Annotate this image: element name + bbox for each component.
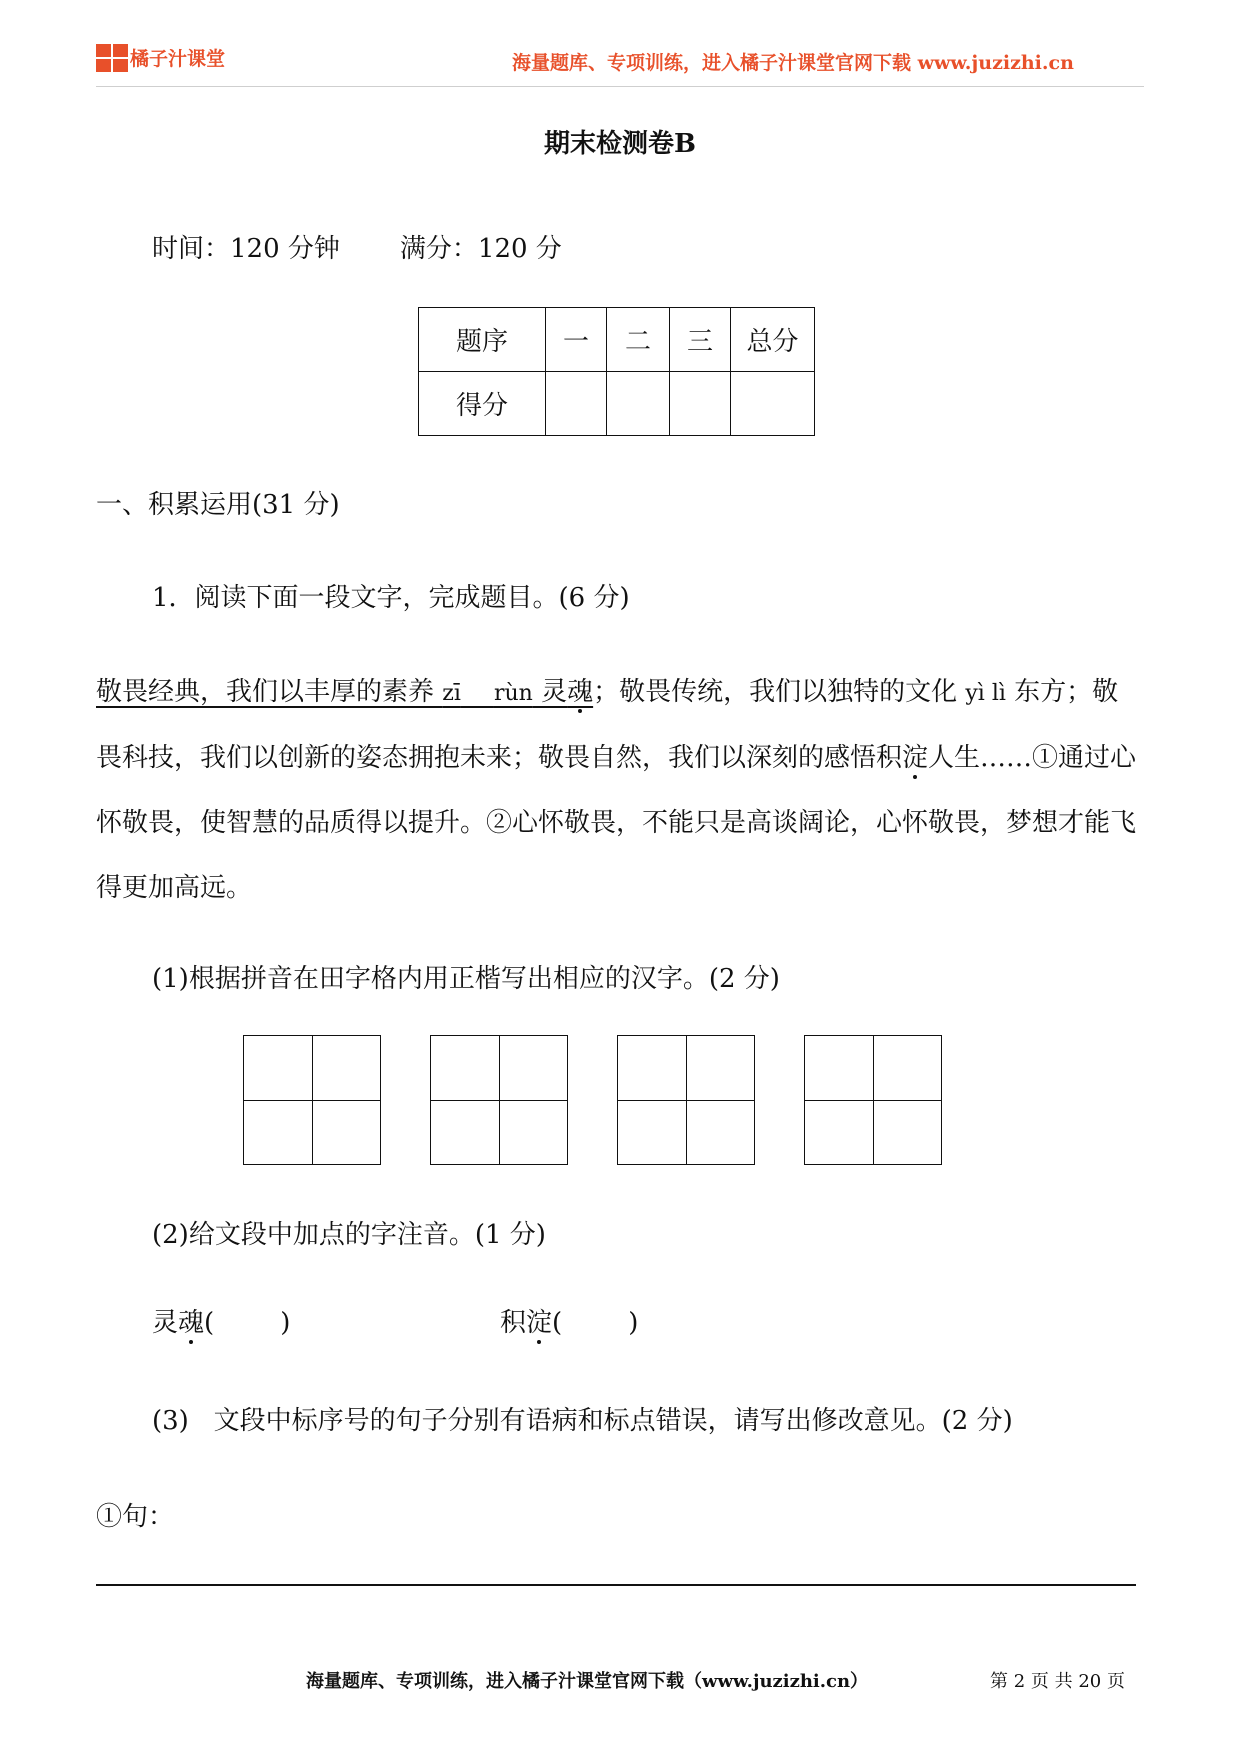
time-label: 时间：120 分钟 — [152, 234, 340, 264]
brand-name: 橘子汁课堂 — [130, 48, 226, 70]
score-table — [418, 307, 815, 436]
header-divider — [96, 86, 1144, 87]
sentence-1-label: ①句： — [96, 1502, 175, 1532]
pinyin-run: rùn — [493, 681, 533, 706]
answer-blank-linghun[interactable]: 灵魂( ) — [152, 1308, 291, 1338]
answer-blank-jidian[interactable]: 积淀( ) — [500, 1308, 639, 1338]
section-heading: 一、积累运用(31 分) — [96, 490, 340, 520]
table-row — [419, 308, 815, 372]
score-cell[interactable] — [607, 372, 670, 436]
score-cell[interactable] — [546, 372, 607, 436]
answer-line[interactable] — [96, 1584, 1136, 1586]
table-header-cell: 题序 — [419, 308, 546, 372]
table-row — [419, 372, 815, 436]
passage-underlined: 敬畏经典，我们以丰厚的素养 zī rùn 灵魂 — [96, 677, 594, 707]
table-header-cell: 三 — [670, 308, 731, 372]
tianzige-box[interactable] — [243, 1035, 381, 1165]
sub-question-1: (1)根据拼音在田字格内用正楷写出相应的汉字。(2 分) — [152, 964, 780, 994]
reading-passage: 敬畏经典，我们以丰厚的素养 zī rùn 灵魂；敬畏传统，我们以独特的文化 yì lì 东方；敬畏科技，我们以创新的姿态拥抱未来；敬畏自然，我们以深刻的感悟积淀人生……①通过心怀敬畏，使智慧的品质得以提升。②心怀敬畏，不能只是高谈阔论，心怀敬畏，梦想才能飞得更加高远。 — [96, 677, 1137, 903]
tianzige-box[interactable] — [617, 1035, 755, 1165]
score-row-label: 得分 — [419, 372, 546, 436]
exam-meta — [152, 228, 562, 265]
tianzige-box[interactable] — [804, 1035, 942, 1165]
dotted-char: 淀 — [902, 743, 929, 773]
page-title: 期末检测卷B — [544, 129, 696, 159]
sub-question-3: (3) 文段中标序号的句子分别有语病和标点错误，请写出修改意见。(2 分) — [152, 1406, 1013, 1436]
pinyin-zi: zī — [442, 681, 461, 706]
tianzige-box[interactable] — [430, 1035, 568, 1165]
brand-logo-icon — [96, 44, 130, 74]
dotted-char: 魂 — [567, 677, 594, 707]
footer-slogan-link[interactable]: 海量题库、专项训练，进入橘子汁课堂官网下载（www.juzizhi.cn） — [306, 1671, 869, 1692]
header-slogan-link[interactable]: 海量题库、专项训练，进入橘子汁课堂官网下载 www.juzizhi.cn — [512, 52, 1074, 74]
sub-question-2: (2)给文段中加点的字注音。(1 分) — [152, 1220, 546, 1250]
question-1: 1．阅读下面一段文字，完成题目。(6 分) — [152, 583, 630, 613]
table-header-cell: 一 — [546, 308, 607, 372]
full-score-label: 满分：120 分 — [399, 234, 562, 264]
table-header-cell: 总分 — [731, 308, 815, 372]
pinyin-yili: yì lì — [965, 681, 1006, 706]
table-header-cell: 二 — [607, 308, 670, 372]
page-number: 第 2 页 共 20 页 — [990, 1671, 1125, 1692]
score-cell[interactable] — [731, 372, 815, 436]
score-cell[interactable] — [670, 372, 731, 436]
